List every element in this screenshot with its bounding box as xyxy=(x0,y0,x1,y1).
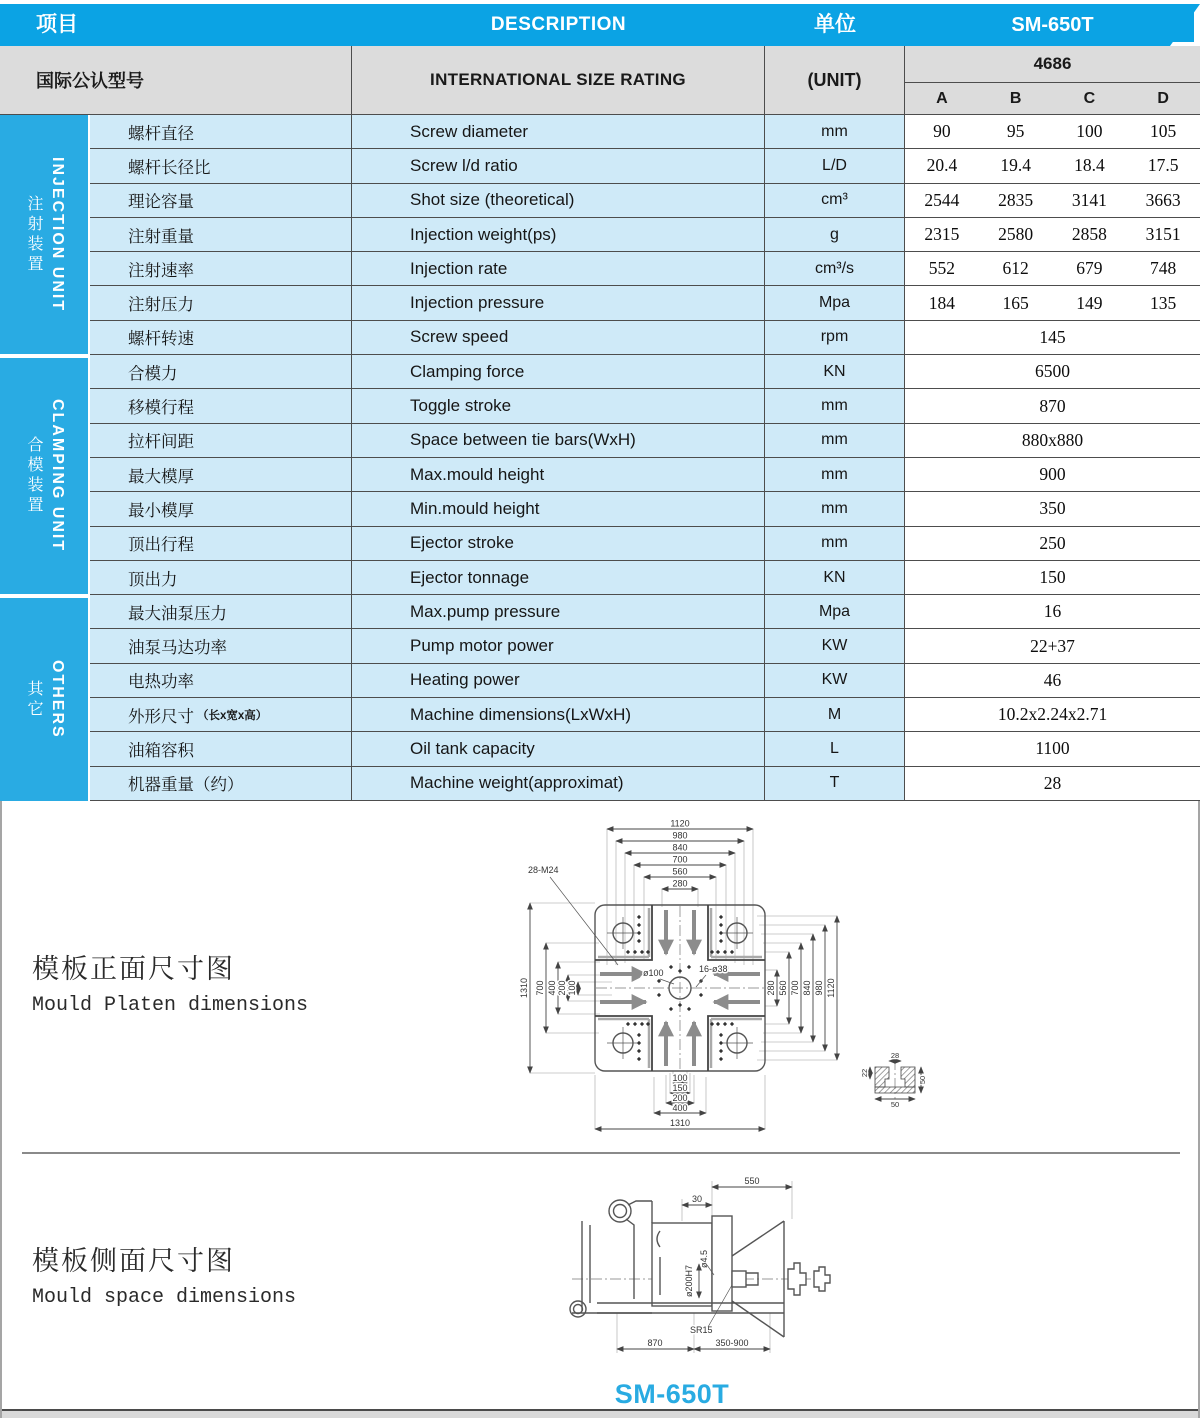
spec-name: 合模力 xyxy=(90,355,352,388)
spec-name-note: （长x宽x高） xyxy=(197,709,268,722)
spec-name: 电热功率 xyxy=(90,664,352,697)
side-view-drawing xyxy=(542,1161,842,1373)
spec-name: 注射压力 xyxy=(90,286,352,319)
table-row xyxy=(90,389,1200,423)
model-label: SM-650T xyxy=(614,1379,730,1409)
platen-drawing xyxy=(500,815,960,1157)
spec-values: 16 xyxy=(1043,601,1062,622)
spec-desc: Space between tie bars(WxH) xyxy=(352,424,765,457)
spec-desc: Oil tank capacity xyxy=(352,732,765,765)
dim-label: 200 xyxy=(557,980,567,996)
table-row xyxy=(90,321,1200,355)
dim-label: 350-900 xyxy=(715,1338,749,1348)
size-rating: 4686 xyxy=(905,46,1200,83)
spec-values: 28 xyxy=(1043,772,1062,793)
spec-name: 螺杆长径比 xyxy=(90,149,352,182)
table-row xyxy=(90,149,1200,183)
dim-label: 980 xyxy=(672,830,688,841)
table-row xyxy=(90,252,1200,286)
spec-desc: Pump motor power xyxy=(352,629,765,662)
tslot-dim: 22 xyxy=(860,1068,869,1078)
spec-unit: KW xyxy=(765,664,905,697)
spec-desc: Toggle stroke xyxy=(352,389,765,422)
dim-label: 280 xyxy=(672,878,688,889)
section-label-en: INJECTION UNIT xyxy=(49,156,66,313)
platen-title-en: Mould Platen dimensions xyxy=(32,994,309,1017)
spec-unit: KN xyxy=(765,561,905,594)
spec-values: 2544 2835 3141 3663 xyxy=(924,189,1181,210)
dim-label: 1310 xyxy=(519,977,529,999)
section-label-en: CLAMPING UNIT xyxy=(49,399,66,553)
dim-label: 870 xyxy=(647,1338,663,1348)
dim-label: 980 xyxy=(814,980,824,996)
spec-values: 552 612 679 748 xyxy=(928,258,1177,279)
spec-desc: Injection weight(ps) xyxy=(352,218,765,251)
spec-desc: Shot size (theoretical) xyxy=(352,184,765,217)
spec-unit: Mpa xyxy=(765,286,905,319)
sphere-radius-label: SR15 xyxy=(690,1325,713,1335)
table-row xyxy=(90,355,1200,389)
spec-unit: mm xyxy=(765,389,905,422)
subheader-name: 国际公认型号 xyxy=(0,46,352,114)
spec-desc: Screw diameter xyxy=(352,115,765,148)
spec-name: 理论容量 xyxy=(90,184,352,217)
table-row xyxy=(90,732,1200,766)
dim-label: 30 xyxy=(691,1194,703,1204)
spec-name: 机器重量（约） xyxy=(90,767,352,800)
table-header xyxy=(0,4,1200,46)
spec-name: 油泵马达功率 xyxy=(90,629,352,662)
table-row xyxy=(90,492,1200,526)
spec-unit: mm xyxy=(765,492,905,525)
panel-divider xyxy=(22,1152,1180,1154)
dim-label: 550 xyxy=(744,1176,760,1186)
table-body xyxy=(0,115,1200,801)
spec-values: 2315 2580 2858 3151 xyxy=(924,224,1181,245)
section-label-cn: 其它 xyxy=(25,679,42,720)
spec-unit: mm xyxy=(765,458,905,491)
spec-unit: mm xyxy=(765,424,905,457)
spec-values: 184 165 149 135 xyxy=(928,292,1177,313)
spec-desc: Ejector tonnage xyxy=(352,561,765,594)
spec-values: 145 xyxy=(1039,326,1066,347)
dim-label: 700 xyxy=(672,854,688,865)
spec-desc: Injection pressure xyxy=(352,286,765,319)
variant-col-a: A xyxy=(936,89,948,107)
bottom-bar-decoration xyxy=(2,1409,1198,1418)
side-title-en: Mould space dimensions xyxy=(32,1286,297,1309)
tslot-dim: 50 xyxy=(918,1075,927,1085)
spec-desc: Machine weight(approximat) xyxy=(352,767,765,800)
dim-label: 400 xyxy=(547,980,557,996)
platen-drawing-title xyxy=(32,947,308,1017)
spec-values: 150 xyxy=(1039,567,1066,587)
spec-values: 20.4 19.4 18.4 17.5 xyxy=(926,155,1179,176)
spec-values: 870 xyxy=(1039,395,1066,416)
table-row xyxy=(90,664,1200,698)
spec-values: 90 95 100 105 xyxy=(933,121,1177,142)
dim-label: 400 xyxy=(672,1103,688,1113)
dim-label: 1310 xyxy=(669,1118,691,1128)
spec-unit: Mpa xyxy=(765,595,905,628)
dim-label: 840 xyxy=(802,980,812,996)
header-unit-label: 单位 xyxy=(814,13,856,36)
table-subheader xyxy=(0,46,1200,115)
spec-desc: Clamping force xyxy=(352,355,765,388)
spec-rows xyxy=(90,115,1200,801)
spec-name: 最小模厚 xyxy=(90,492,352,525)
spec-values: 900 xyxy=(1039,464,1066,485)
subheader-model-group xyxy=(905,46,1200,114)
spec-unit: mm xyxy=(765,115,905,148)
header-item-label: 项目 xyxy=(36,13,78,36)
spec-name: 油箱容积 xyxy=(90,732,352,765)
table-row xyxy=(90,561,1200,595)
spec-unit: KW xyxy=(765,629,905,662)
dim-label: 700 xyxy=(790,980,800,996)
spec-name: 螺杆转速 xyxy=(90,321,352,354)
dim-label: 150 xyxy=(672,1083,688,1093)
spec-unit: rpm xyxy=(765,321,905,354)
table-row xyxy=(90,286,1200,320)
spec-unit: g xyxy=(765,218,905,251)
spec-values: 250 xyxy=(1039,532,1066,553)
dim-label: 100 xyxy=(672,1073,688,1083)
table-row xyxy=(90,424,1200,458)
section-label-cn: 合模装置 xyxy=(25,436,42,516)
spec-values: 880x880 xyxy=(1021,429,1084,450)
spec-unit: L xyxy=(765,732,905,765)
spec-unit: cm³ xyxy=(765,184,905,217)
table-row xyxy=(90,767,1200,801)
spec-name: 顶出行程 xyxy=(90,527,352,560)
spec-desc: Heating power xyxy=(352,664,765,697)
variant-col-b: B xyxy=(1009,89,1022,107)
spec-values: 350 xyxy=(1039,498,1066,519)
spec-unit: M xyxy=(765,698,905,731)
section-label-injection xyxy=(0,115,88,354)
spec-name: 顶出力 xyxy=(90,561,352,594)
spec-values: 6500 xyxy=(1035,361,1070,382)
dim-label: 700 xyxy=(535,980,545,996)
table-row xyxy=(90,698,1200,732)
dim-label: 280 xyxy=(766,980,776,996)
dim-label: 560 xyxy=(778,980,788,996)
section-label-en: OTHERS xyxy=(49,660,66,739)
dim-label: 1120 xyxy=(670,818,690,829)
spec-name: 注射重量 xyxy=(90,218,352,251)
spec-desc: Screw speed xyxy=(352,321,765,354)
variant-col-d: D xyxy=(1157,89,1169,107)
center-hole-callout: ø100 xyxy=(643,968,664,978)
spec-name: 最大模厚 xyxy=(90,458,352,491)
spec-name: 注射速率 xyxy=(90,252,352,285)
locating-ring-label: ø200H7 xyxy=(684,1264,694,1298)
table-row xyxy=(90,629,1200,663)
spec-unit: L/D xyxy=(765,149,905,182)
section-label-cn: 注射装置 xyxy=(25,194,42,275)
nozzle-hole-label: ø4.5 xyxy=(699,1249,709,1269)
dim-label: 840 xyxy=(672,842,688,853)
model-code: SM-650T xyxy=(1011,14,1094,36)
section-label-clamping xyxy=(0,358,88,594)
dim-label: 1120 xyxy=(826,978,836,998)
table-row xyxy=(90,458,1200,492)
spec-desc: Ejector stroke xyxy=(352,527,765,560)
spec-desc: Injection rate xyxy=(352,252,765,285)
table-row xyxy=(90,218,1200,252)
spec-values: 46 xyxy=(1043,669,1062,690)
spec-desc: Machine dimensions(LxWxH) xyxy=(352,698,765,731)
spec-desc: Screw l/d ratio xyxy=(352,149,765,182)
spec-desc: Max.pump pressure xyxy=(352,595,765,628)
holes-callout: 16-ø38 xyxy=(699,964,728,974)
table-row xyxy=(90,115,1200,149)
spec-desc: Min.mould height xyxy=(352,492,765,525)
spec-name: 移模行程 xyxy=(90,389,352,422)
spec-values: 22+37 xyxy=(1030,635,1075,656)
subheader-unit: (UNIT) xyxy=(765,46,905,114)
table-row xyxy=(90,595,1200,629)
header-model-label xyxy=(905,4,1200,46)
spec-name: 拉杆间距 xyxy=(90,424,352,457)
tslot-dim: 28 xyxy=(890,1051,900,1060)
spec-unit: mm xyxy=(765,527,905,560)
table-row xyxy=(90,527,1200,561)
side-title-cn: 模板侧面尺寸图 xyxy=(32,1246,235,1277)
side-drawing-title xyxy=(32,1239,296,1309)
dim-label: 200 xyxy=(672,1093,688,1103)
tslot-dim: 50 xyxy=(890,1100,900,1109)
bolt-callout: 28-M24 xyxy=(528,865,559,875)
table-row xyxy=(90,184,1200,218)
spec-name: 最大油泵压力 xyxy=(90,595,352,628)
spec-name: 外形尺寸 （长x宽x高） xyxy=(90,698,352,731)
spec-unit: T xyxy=(765,767,905,800)
drawings-section xyxy=(0,801,1200,1418)
subheader-description: INTERNATIONAL SIZE RATING xyxy=(352,46,765,114)
corner-slash-inner xyxy=(1168,4,1194,42)
variant-col-c: C xyxy=(1083,89,1096,107)
spec-desc: Max.mould height xyxy=(352,458,765,491)
variant-columns xyxy=(905,83,1200,114)
dim-label: 100 xyxy=(567,980,577,996)
spec-values: 1100 xyxy=(1035,738,1070,759)
section-label-others xyxy=(0,598,88,801)
platen-title-cn: 模板正面尺寸图 xyxy=(32,954,235,985)
dim-label: 560 xyxy=(672,866,688,877)
spec-values: 10.2x2.24x2.71 xyxy=(997,704,1108,725)
spec-unit: KN xyxy=(765,355,905,388)
spec-unit: cm³/s xyxy=(765,252,905,285)
header-description-label: DESCRIPTION xyxy=(490,14,627,35)
spec-name: 螺杆直径 xyxy=(90,115,352,148)
